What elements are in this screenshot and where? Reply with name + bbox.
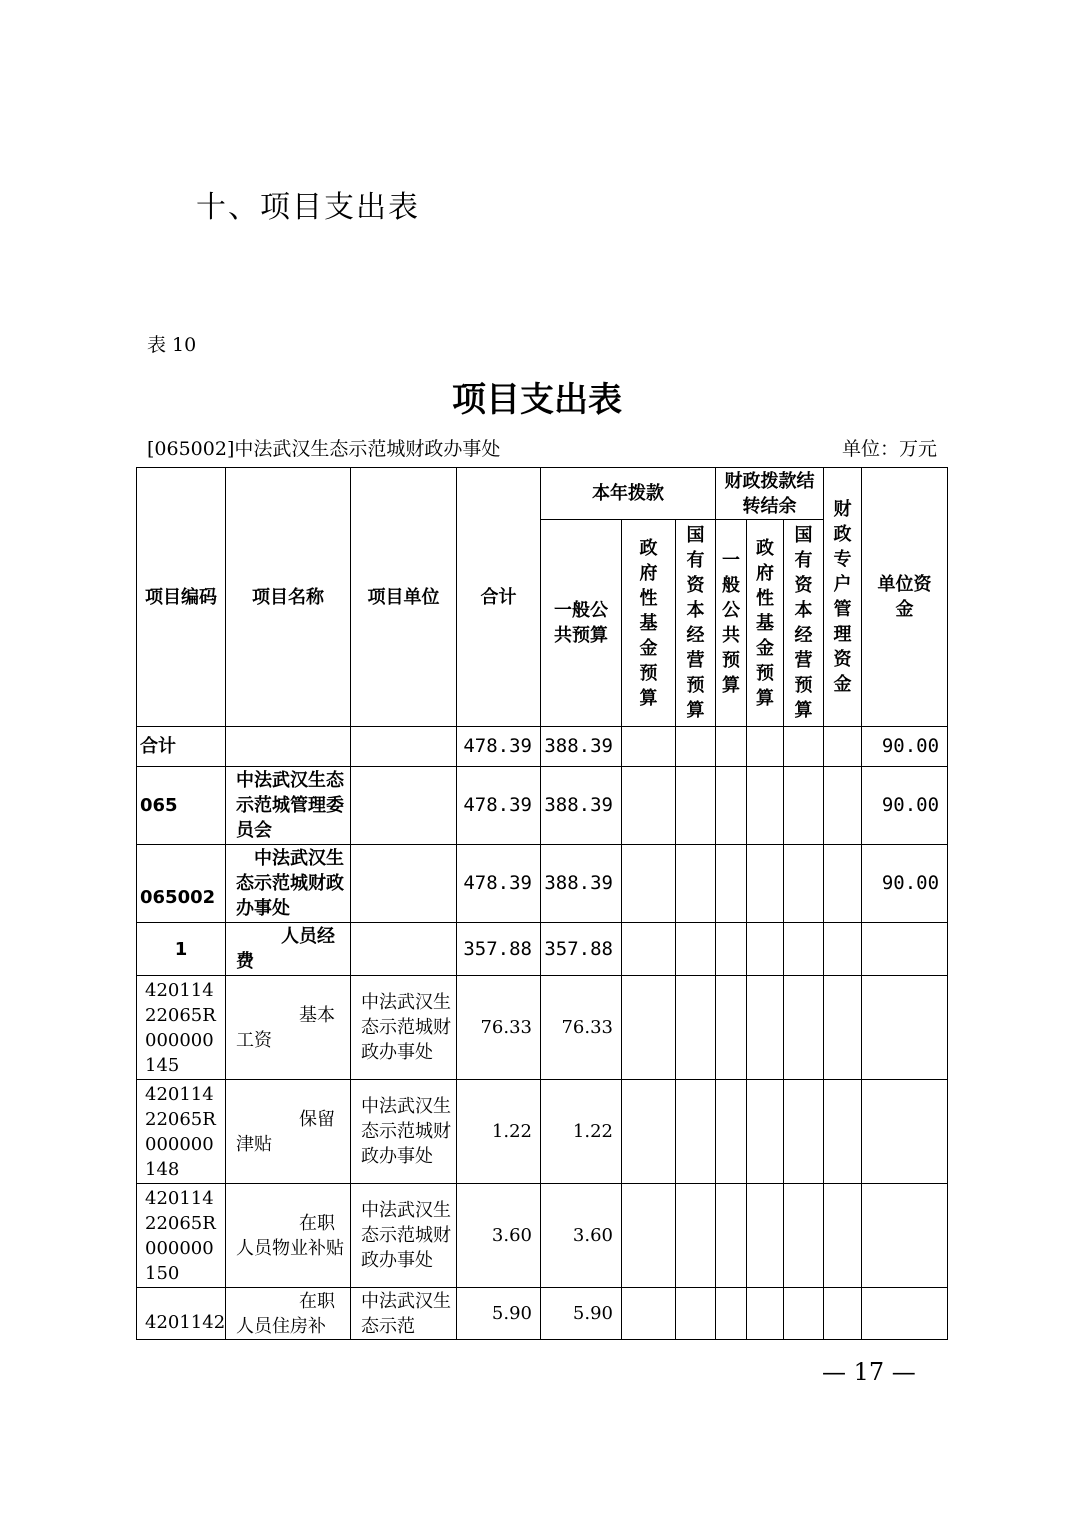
row-name: 基本工资 <box>226 976 351 1080</box>
header-code: 项目编码 <box>137 468 226 727</box>
row-total: 478.39 <box>457 845 541 923</box>
row-dept <box>351 845 457 923</box>
row-name: 保留津贴 <box>226 1080 351 1184</box>
row-general: 3.60 <box>541 1184 622 1288</box>
header-current-year: 本年拨款 <box>541 468 716 520</box>
row-name: 中法武汉生态示范城财政办事处 <box>226 845 351 923</box>
table-row <box>137 976 948 1080</box>
project-expenditure-table <box>136 467 948 1340</box>
header-total: 合计 <box>457 468 541 727</box>
header-general-budget: 一般公共预算 <box>541 520 622 727</box>
row-dept: 中法武汉生态示范城财政办事处 <box>351 1080 457 1184</box>
row-unit-fund <box>862 976 948 1080</box>
header-special-account: 财政专户管理资金 <box>824 468 862 727</box>
section-title: 十、项目支出表 <box>196 190 420 225</box>
header-name: 项目名称 <box>226 468 351 727</box>
table-row <box>137 845 948 923</box>
header-state-capital: 国有资本经营预算 <box>676 520 716 727</box>
row-unit-fund: 90.00 <box>862 727 948 767</box>
row-unit-fund: 90.00 <box>862 767 948 845</box>
row-unit-fund <box>862 923 948 976</box>
table-label: 表 10 <box>147 334 197 356</box>
row-dept <box>351 727 457 767</box>
row-code: 1 <box>137 923 226 976</box>
row-code: 065002 <box>137 845 226 923</box>
doc-title: 项目支出表 <box>452 380 622 420</box>
row-name: 在职人员物业补贴 <box>226 1184 351 1288</box>
table-row <box>137 1080 948 1184</box>
table-row <box>137 1184 948 1288</box>
table-row <box>137 727 948 767</box>
row-dept: 中法武汉生态示范 <box>351 1288 457 1340</box>
row-name: 中法武汉生态示范城管理委员会 <box>226 767 351 845</box>
row-general: 388.39 <box>541 845 622 923</box>
row-general: 388.39 <box>541 767 622 845</box>
org-name: [065002]中法武汉生态示范城财政办事处 <box>147 438 501 460</box>
row-total: 478.39 <box>457 727 541 767</box>
row-total: 5.90 <box>457 1288 541 1340</box>
row-dept: 中法武汉生态示范城财政办事处 <box>351 1184 457 1288</box>
header-gov-fund: 政府性基金预算 <box>622 520 676 727</box>
header-carryover: 财政拨款结转结余 <box>716 468 824 520</box>
table-row <box>137 1288 948 1340</box>
header-carryover-general: 一般公共预算 <box>716 520 747 727</box>
row-dept <box>351 923 457 976</box>
row-unit-fund <box>862 1288 948 1340</box>
header-carryover-state-capital: 国有资本经营预算 <box>784 520 824 727</box>
row-total: 478.39 <box>457 767 541 845</box>
header-unit-fund: 单位资金 <box>862 468 948 727</box>
row-code: 065 <box>137 767 226 845</box>
row-total: 3.60 <box>457 1184 541 1288</box>
row-general: 5.90 <box>541 1288 622 1340</box>
row-unit-fund: 90.00 <box>862 845 948 923</box>
table-row <box>137 767 948 845</box>
row-code: 合计 <box>137 727 226 767</box>
row-code: 42011422065R000000150 <box>137 1184 226 1288</box>
row-general: 76.33 <box>541 976 622 1080</box>
row-unit-fund <box>862 1184 948 1288</box>
row-total: 1.22 <box>457 1080 541 1184</box>
row-code: 42011422065R000000145 <box>137 976 226 1080</box>
row-general: 388.39 <box>541 727 622 767</box>
header-dept: 项目单位 <box>351 468 457 727</box>
row-dept: 中法武汉生态示范城财政办事处 <box>351 976 457 1080</box>
row-name <box>226 727 351 767</box>
row-code: 4201142 <box>137 1288 226 1340</box>
row-dept <box>351 767 457 845</box>
row-general: 1.22 <box>541 1080 622 1184</box>
row-total: 357.88 <box>457 923 541 976</box>
header-carryover-gov-fund: 政府性基金预算 <box>747 520 784 727</box>
row-general: 357.88 <box>541 923 622 976</box>
row-unit-fund <box>862 1080 948 1184</box>
row-name: 在职人员住房补 <box>226 1288 351 1340</box>
table-row <box>137 923 948 976</box>
unit-label: 单位：万元 <box>841 438 937 460</box>
row-code: 42011422065R000000148 <box>137 1080 226 1184</box>
row-name: 人员经费 <box>226 923 351 976</box>
row-total: 76.33 <box>457 976 541 1080</box>
page-number: — 17 — <box>822 1358 916 1386</box>
